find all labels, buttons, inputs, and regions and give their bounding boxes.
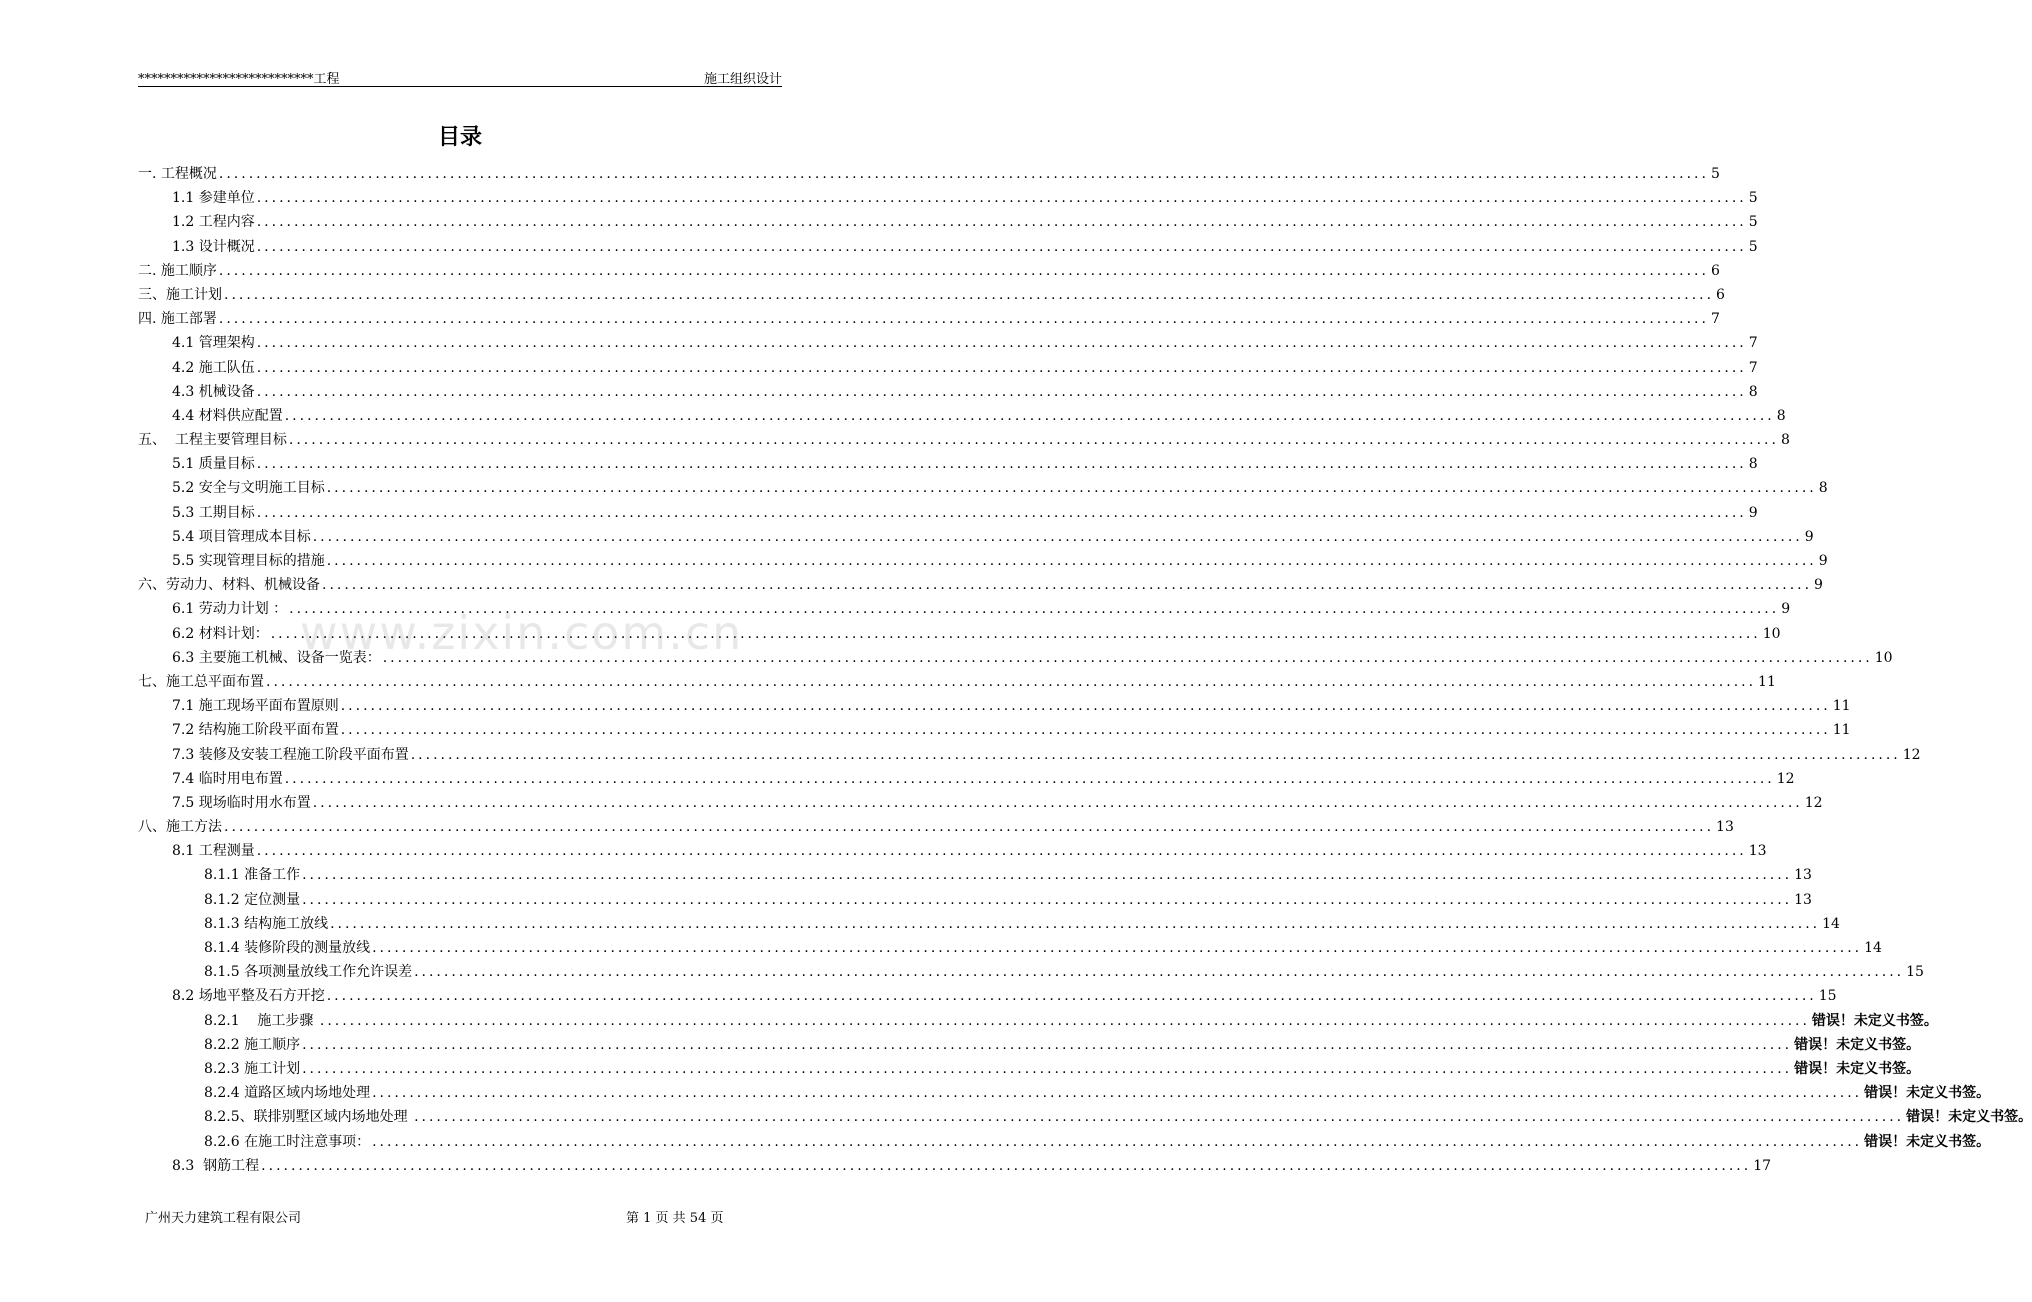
toc-entry[interactable] (138, 863, 1812, 887)
toc-entry[interactable] (138, 1033, 1921, 1057)
toc-entry[interactable] (138, 573, 1823, 597)
toc-entry[interactable] (138, 936, 1882, 960)
toc-entry-label: 5.1 质量目标 (172, 456, 255, 473)
toc-entry[interactable] (138, 670, 1776, 694)
toc-entry[interactable] (138, 912, 1840, 936)
toc-entry-label: 8.1.1 准备工作 (204, 867, 301, 884)
toc-entry-page: 13 (1794, 867, 1812, 884)
toc-entry-page: 6 (1716, 286, 1725, 303)
toc-entry[interactable] (138, 404, 1786, 428)
toc-leader-dots: ........................................................................................................................................................................................................ (302, 1036, 1793, 1053)
toc-leader-dots: ........................................................................................................................................................................................................ (256, 214, 1747, 231)
toc-leader-dots: ........................................................................................................................................................................................................ (218, 166, 1709, 182)
toc-leader-dots: ........................................................................................................................................................................................................ (312, 528, 1803, 545)
toc-leader-dots: ........................................................................................................................................................................................................ (256, 359, 1747, 376)
toc-leader-dots: ........................................................................................................................................................................................................ (326, 553, 1817, 569)
toc-entry-label: 8.1.3 结构施工放线 (204, 915, 329, 932)
toc-entry[interactable] (138, 525, 1814, 549)
toc-entry[interactable] (138, 1057, 1921, 1081)
toc-leader-dots: ........................................................................................................................................................................................................ (326, 988, 1817, 1005)
toc-leader-dots: ........................................................................................................................................................................................................ (414, 1109, 1905, 1126)
toc-entry-label: 四. 施工部署 (138, 311, 217, 328)
toc-entry-page: 5 (1748, 238, 1758, 255)
header-doc-type: 施工组织设计 (703, 72, 782, 87)
toc-entry-page: 错误！未定义书签。 (1864, 1085, 1991, 1102)
toc-entry-label: 8.1.4 装修阶段的测量放线 (204, 940, 371, 956)
toc-leader-dots: ........................................................................................................................................................................................................ (322, 577, 1813, 594)
toc-entry-page: 13 (1794, 891, 1812, 908)
toc-entry-page: 11 (1758, 673, 1776, 690)
toc-entry-label: 5.2 安全与文明施工目标 (172, 480, 325, 497)
toc-entry-page: 8 (1748, 456, 1758, 473)
toc-leader-dots: ........................................................................................................................................................................................................ (218, 311, 1709, 328)
toc-entry[interactable] (138, 1105, 2032, 1129)
toc-leader-dots: ........................................................................................................................................................................................................ (256, 456, 1747, 473)
toc-leader-dots: ........................................................................................................................................................................................................ (224, 819, 1715, 836)
toc-entry-label: 5.4 项目管理成本目标 (172, 528, 311, 545)
toc-entry-page: 13 (1716, 819, 1734, 836)
toc-entry[interactable] (138, 283, 1725, 307)
toc-entry-page: 8 (1780, 432, 1790, 449)
toc-leader-dots: ........................................................................................................................................................................................................ (224, 286, 1715, 303)
toc-entry-label: 二. 施工顺序 (138, 262, 217, 279)
toc-entry-label: 8.2.2 施工顺序 (204, 1036, 301, 1053)
toc-entry[interactable] (138, 960, 1924, 984)
toc-entry-page: 5 (1748, 190, 1758, 207)
toc-entry-label: 8.2.1 施工步骤 (204, 1012, 318, 1029)
toc-leader-dots: ........................................................................................................................................................................................................ (256, 238, 1747, 255)
toc-entry-label: 5.3 工期目标 (172, 504, 255, 521)
toc-entry[interactable] (138, 622, 1781, 646)
toc-entry-label: 7.4 临时用电布置 (172, 770, 283, 787)
toc-entry[interactable] (138, 694, 1851, 718)
toc-entry-label: 4.4 材料供应配置 (172, 407, 283, 424)
toc-entry-label: 4.2 施工队伍 (172, 359, 255, 376)
toc-entry[interactable] (138, 839, 1767, 863)
toc-entry-label: 7.5 现场临时用水布置 (172, 794, 311, 811)
page-header (138, 64, 782, 87)
header-project-name: ***************************工程 (138, 72, 340, 87)
toc-leader-dots: ........................................................................................................................................................................................................ (326, 480, 1817, 497)
toc-entry-page: 17 (1753, 1157, 1772, 1174)
toc-entry-label: 6.1 劳动力计划 ： (172, 601, 288, 618)
toc-entry-label: 7.3 装修及安装工程施工阶段平面布置 (172, 746, 409, 763)
toc-entry-page: 15 (1906, 964, 1924, 981)
toc-entry-page: 12 (1902, 746, 1921, 763)
toc-entry-label: 6.3 主要施工机械、设备一览表： (172, 649, 381, 666)
toc-leader-dots: ........................................................................................................................................................................................................ (372, 1133, 1863, 1150)
toc-entry-page: 12 (1804, 794, 1823, 811)
toc-leader-dots: ........................................................................................................................................................................................................ (218, 262, 1709, 279)
toc-leader-dots: ........................................................................................................................................................................................................ (382, 649, 1873, 666)
toc-entry-label: 8.1 工程测量 (172, 843, 255, 860)
toc-entry-label: 三、施工计划 (138, 286, 222, 303)
toc-entry-page: 错误！未定义书签。 (1811, 1012, 1938, 1029)
toc-entry-page: 7 (1748, 335, 1758, 352)
toc-entry-page: 8 (1818, 480, 1828, 497)
toc-entry[interactable] (138, 1081, 1991, 1105)
toc-entry-page: 10 (1762, 625, 1781, 642)
toc-entry[interactable] (138, 1154, 1772, 1178)
toc-leader-dots: ........................................................................................................................................................................................................ (319, 1012, 1810, 1029)
watermark: www.zixin.com.cn (300, 606, 744, 660)
toc-entry[interactable] (138, 162, 1720, 186)
toc-entry-page: 8 (1748, 383, 1758, 400)
toc-entry-label: 7.1 施工现场平面布置原则 (172, 698, 339, 715)
toc-leader-dots: ........................................................................................................................................................................................................ (256, 190, 1747, 207)
toc-leader-dots: ........................................................................................................................................................................................................ (284, 770, 1775, 787)
toc-entry-label: 4.1 管理架构 (172, 335, 255, 352)
toc-entry[interactable] (138, 331, 1758, 355)
toc-leader-dots: ........................................................................................................................................................................................................ (266, 673, 1757, 690)
toc-entry[interactable] (138, 815, 1734, 839)
toc-entry-label: 8.2 场地平整及石方开挖 (172, 988, 325, 1005)
toc-entry[interactable] (138, 235, 1758, 259)
toc-entry-page: 12 (1776, 770, 1795, 787)
toc-leader-dots: ........................................................................................................................................................................................................ (372, 1085, 1863, 1102)
toc-leader-dots: ........................................................................................................................................................................................................ (302, 1060, 1793, 1077)
toc-entry[interactable] (138, 646, 1893, 670)
toc-entry-label: 8.1.2 定位测量 (204, 891, 301, 908)
toc-entry-page: 错误！未定义书签。 (1906, 1109, 2032, 1126)
toc-entry-page: 7 (1710, 311, 1720, 328)
toc-entry-page: 7 (1748, 359, 1758, 376)
toc-entry-label: 8.2.6 在施工时注意事项： (204, 1133, 371, 1150)
toc-leader-dots: ........................................................................................................................................................................................................ (340, 722, 1831, 739)
toc-entry-page: 9 (1748, 504, 1758, 521)
toc-title: 目录 (437, 125, 482, 150)
toc-entry[interactable] (138, 597, 1791, 621)
toc-entry-page: 错误！未定义书签。 (1864, 1133, 1991, 1150)
toc-leader-dots: ........................................................................................................................................................................................................ (302, 891, 1793, 908)
toc-entry-page: 9 (1814, 577, 1823, 594)
toc-leader-dots: ........................................................................................................................................................................................................ (414, 964, 1905, 981)
toc-entry-label: 7.2 结构施工阶段平面布置 (172, 722, 339, 739)
toc-entry-page: 8 (1776, 407, 1786, 424)
toc-entry-label: 8.3 钢筋工程 (172, 1157, 260, 1174)
toc-entry[interactable] (138, 743, 1921, 767)
toc-leader-dots: ........................................................................................................................................................................................................ (284, 407, 1775, 424)
toc-entry[interactable] (138, 356, 1758, 380)
toc-entry-label: 8.2.3 施工计划 (204, 1060, 301, 1077)
toc-leader-dots: ........................................................................................................................................................................................................ (288, 432, 1779, 449)
toc-leader-dots: ........................................................................................................................................................................................................ (372, 940, 1863, 956)
toc-leader-dots: ........................................................................................................................................................................................................ (289, 601, 1780, 618)
toc-entry[interactable] (138, 186, 1758, 210)
toc-entry-page: 错误！未定义书签。 (1794, 1036, 1921, 1053)
toc-entry-label: 七、施工总平面布置 (138, 673, 264, 690)
toc-entry[interactable] (138, 1009, 1938, 1033)
toc-leader-dots: ........................................................................................................................................................................................................ (270, 625, 1761, 642)
toc-entry-label: 1.2 工程内容 (172, 214, 255, 231)
toc-entry-page: 11 (1832, 722, 1851, 739)
toc-entry-page: 6 (1710, 262, 1720, 279)
toc-leader-dots: ........................................................................................................................................................................................................ (312, 794, 1803, 811)
toc-entry-label: 1.1 参建单位 (172, 190, 255, 207)
toc-leader-dots: ........................................................................................................................................................................................................ (256, 335, 1747, 352)
toc-entry[interactable] (138, 767, 1795, 791)
toc-entry[interactable] (138, 428, 1790, 452)
toc-entry-page: 14 (1822, 915, 1840, 932)
toc-leader-dots: ........................................................................................................................................................................................................ (410, 746, 1901, 763)
toc-entry-label: 5.5 实现管理目标的措施 (172, 553, 325, 569)
toc-entry-label: 一. 工程概况 (138, 166, 217, 182)
toc-entry[interactable] (138, 210, 1758, 234)
toc-entry-label: 八、施工方法 (138, 819, 222, 836)
toc-leader-dots: ........................................................................................................................................................................................................ (330, 915, 1821, 932)
toc-entry-page: 11 (1832, 698, 1851, 715)
toc-entry[interactable] (138, 501, 1758, 525)
toc-entry[interactable] (138, 718, 1851, 742)
toc-entry[interactable] (138, 307, 1720, 331)
toc-entry[interactable] (138, 452, 1758, 476)
toc-entry[interactable] (138, 984, 1837, 1008)
toc-entry[interactable] (138, 380, 1758, 404)
toc-entry-page: 9 (1818, 553, 1828, 569)
table-of-contents (138, 162, 2032, 1178)
toc-entry[interactable] (138, 888, 1812, 912)
toc-entry-label: 8.2.4 道路区域内场地处理 (204, 1085, 371, 1102)
toc-entry-label: 五、 工程主要管理目标 (138, 432, 287, 449)
toc-entry-page: 5 (1748, 214, 1758, 231)
toc-entry-page: 9 (1804, 528, 1814, 545)
toc-entry-page: 15 (1818, 988, 1837, 1005)
toc-entry-page: 9 (1781, 601, 1791, 618)
toc-entry[interactable] (138, 259, 1720, 283)
toc-entry-label: 8.2.5、联排别墅区域内场地处理 (204, 1109, 413, 1126)
toc-entry-page: 10 (1874, 649, 1893, 666)
toc-entry-label: 6.2 材料计划： (172, 625, 269, 642)
toc-entry[interactable] (138, 791, 1823, 815)
toc-leader-dots: ........................................................................................................................................................................................................ (256, 843, 1747, 860)
toc-entry-page: 错误！未定义书签。 (1794, 1060, 1921, 1077)
toc-entry-label: 六、劳动力、材料、机械设备 (138, 577, 320, 594)
toc-entry-label: 8.1.5 各项测量放线工作允许误差 (204, 964, 413, 981)
toc-leader-dots: ........................................................................................................................................................................................................ (256, 504, 1747, 521)
toc-leader-dots: ........................................................................................................................................................................................................ (256, 383, 1747, 400)
toc-leader-dots: ........................................................................................................................................................................................................ (340, 698, 1831, 715)
toc-leader-dots: ........................................................................................................................................................................................................ (261, 1157, 1752, 1174)
toc-entry-page: 13 (1748, 843, 1767, 860)
footer-company: 广州天力建筑工程有限公司 (145, 1211, 302, 1226)
footer-page-info: 第 1 页 共 54 页 (626, 1211, 724, 1226)
toc-entry-page: 14 (1864, 940, 1882, 956)
toc-entry[interactable] (138, 476, 1828, 500)
toc-entry[interactable] (138, 1130, 1991, 1154)
toc-entry-page: 5 (1710, 166, 1720, 182)
toc-leader-dots: ........................................................................................................................................................................................................ (302, 867, 1793, 884)
toc-entry-label: 1.3 设计概况 (172, 238, 255, 255)
toc-entry[interactable] (138, 549, 1828, 573)
toc-entry-label: 4.3 机械设备 (172, 383, 255, 400)
